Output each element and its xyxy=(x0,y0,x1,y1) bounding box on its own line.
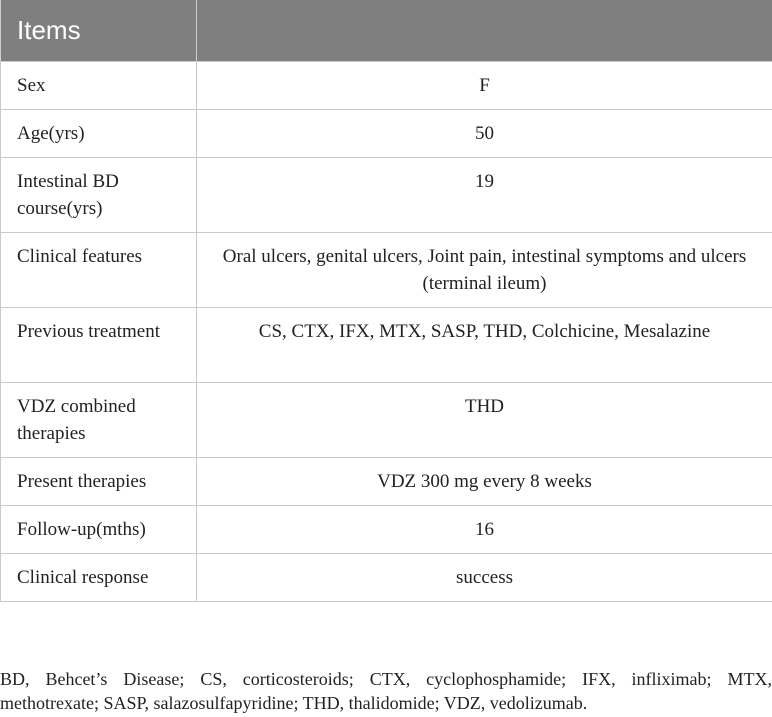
header-value xyxy=(197,0,772,62)
row-label-clinical-features: Clinical features xyxy=(1,233,197,308)
row-value-vdz-combined: THD xyxy=(197,383,772,458)
row-value-clinical-features: Oral ulcers, genital ulcers, Joint pain, intestinal symptoms and ulcers (terminal ileum) xyxy=(197,233,772,308)
row-value-previous-treatment: CS, CTX, IFX, MTX, SASP, THD, Colchicine, Mesalazine xyxy=(197,308,772,383)
row-label-age: Age(yrs) xyxy=(1,110,197,158)
row-value-present-therapies: VDZ 300 mg every 8 weeks xyxy=(197,458,772,506)
table-row xyxy=(1,158,772,233)
table-row xyxy=(1,383,772,458)
row-label-course: Intestinal BD course(yrs) xyxy=(1,158,197,233)
table-header-row xyxy=(1,0,772,62)
header-items: Items xyxy=(1,0,197,62)
row-label-vdz-combined: VDZ combined therapies xyxy=(1,383,197,458)
table-row xyxy=(1,308,772,383)
row-label-follow-up: Follow-up(mths) xyxy=(1,506,197,554)
row-label-sex: Sex xyxy=(1,62,197,110)
row-value-age: 50 xyxy=(197,110,772,158)
row-value-follow-up: 16 xyxy=(197,506,772,554)
table-row xyxy=(1,458,772,506)
row-value-sex: F xyxy=(197,62,772,110)
row-value-clinical-response: success xyxy=(197,554,772,602)
row-label-previous-treatment: Previous treatment xyxy=(1,308,197,383)
table-row xyxy=(1,110,772,158)
row-label-clinical-response: Clinical response xyxy=(1,554,197,602)
table-row xyxy=(1,554,772,602)
row-value-course: 19 xyxy=(197,158,772,233)
table-row xyxy=(1,62,772,110)
table-row xyxy=(1,506,772,554)
table-footnote: BD, Behcet’s Disease; CS, corticosteroids; CTX, cyclophosphamide; IFX, infliximab; MTX, methotrexate; SASP, salazosulfapyridine; THD, thalidomide; VDZ, vedolizumab. xyxy=(0,669,772,713)
table-row xyxy=(1,233,772,308)
row-label-present-therapies: Present therapies xyxy=(1,458,197,506)
